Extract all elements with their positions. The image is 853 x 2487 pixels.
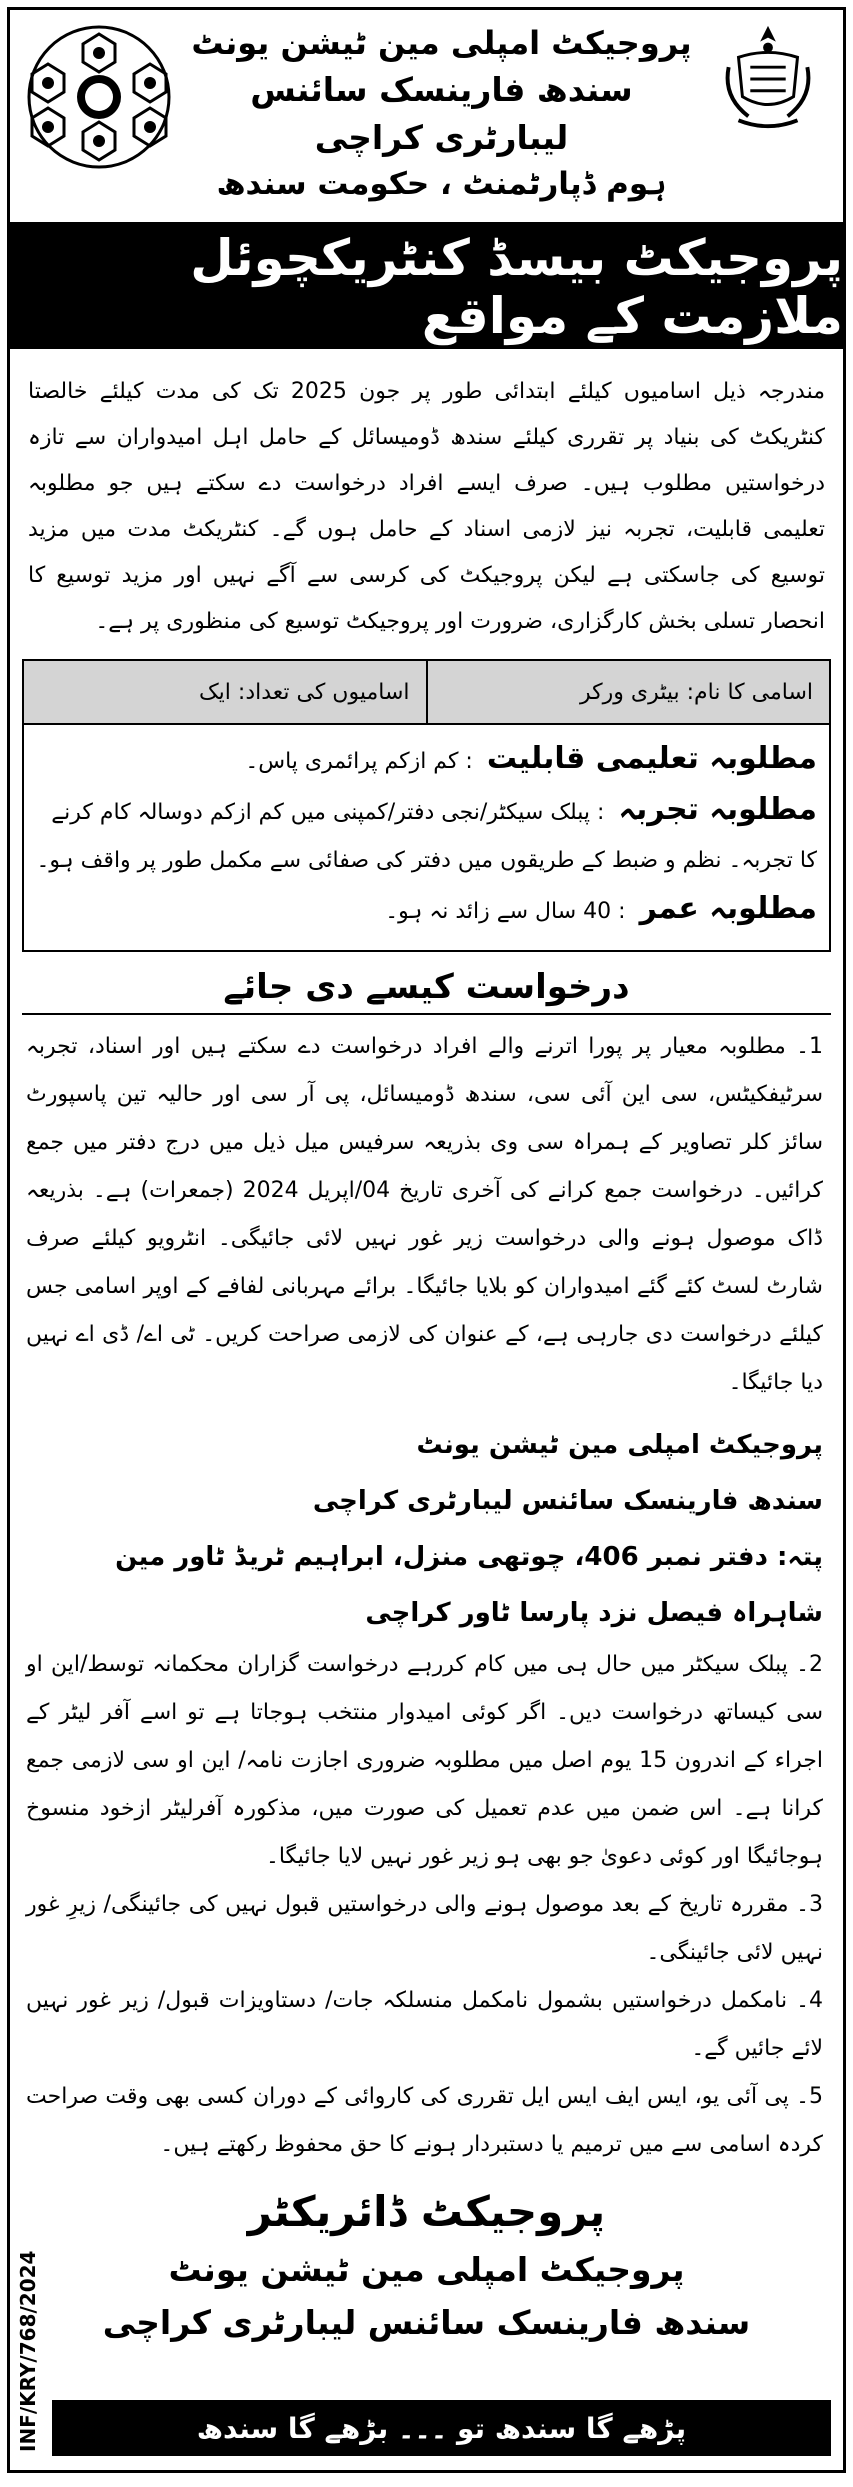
intro-paragraph: مندرجہ ذیل اسامیوں کیلئے ابتدائی طور پر جون 2025 تک کی مدت کیلئے خالصتا کنٹریکٹ کی بنیاد پر تقرری کیلئے سندھ ڈومیسائل کے حامل اہل امیدواران سے تازہ درخواستیں مطلوب ہیں۔ صرف ایسے افراد درخواست دے سکتے ہیں جو مطلوبہ تعلیمی قابلیت، تجربہ نیز لازمی اسناد کے حامل ہوں گے۔ کنٹریکٹ مدت میں مزید توسیع کی جاسکتی ہے لیکن پروجیکٹ کی کرسی سے آگے نہیں اور مزید توسیع کا انحصار تسلی بخش کارگزاری، ضرورت اور پروجیکٹ توسیع کی منظوری پر ہے۔	[28, 379, 826, 634]
signature-line-3: سندھ فارینسک سائنس لیبارٹری کراچی	[102, 2303, 751, 2342]
instruction-5: 5۔ پی آئی یو، ایس ایف ایس ایل تقرری کی کاروائی کے دوران کسی بھی وقت صراحت کردہ اسامی سے میں ترمیم یا دستبردار ہونے کا حق محفوظ رکھتے ہیں۔	[26, 2084, 823, 2157]
experience-label: مطلوبہ تجربہ	[618, 792, 817, 827]
age-value: : 40 سال سے زائد نہ ہو۔	[385, 899, 626, 924]
signature-line-2: پروجیکٹ امپلی مین ٹیشن یونٹ	[168, 2250, 685, 2289]
age-label: مطلوبہ عمر	[639, 891, 817, 926]
position-table	[22, 659, 831, 725]
header-line-2: سندھ فارینسک سائنس لیبارٹری کراچی	[250, 70, 633, 158]
instruction-2: 2۔ پبلک سیکٹر میں حال ہی میں کام کررہے درخواست گزاران محکمانہ توسط/این او سی کیساتھ درخواست دیں۔ اگر کوئی امیدوار منتخب ہوجاتا ہے تو اسے آفر لیٹر کے اجراء کے اندرون 15 یوم اصل میں مطلوبہ ضروری اجازت نامہ/ این او سی لازمی جمع کرانا ہے۔ اس ضمن میں عدم تعمیل کی صورت میں، مذکورہ آفرلیٹر ازخود منسوخ ہوجائیگا اور کوئی دعویٰ جو بھی ہو زیر غور نہیں لایا جائیگا۔	[26, 1652, 823, 1869]
office-address: پتہ: دفتر نمبر 406، چوتھی منزل، ابراہیم ٹریڈ ٹاور مین شاہراہ فیصل نزد پارسا ٹاور کراچی	[115, 1542, 823, 1628]
experience-value: : پبلک سیکٹر/نجی دفتر/کمپنی میں کم ازکم دوسالہ کام کرنے کا تجربہ۔ نظم و ضبط کے طریقوں میں دفتر کی صفائی سے مکمل طور پر واقف ہو۔	[36, 800, 817, 873]
job-opportunities-banner: پروجیکٹ بیسڈ کنٹریکچوئل ملازمت کے مواقع	[10, 224, 843, 349]
forensic-lab-logo-icon	[24, 22, 174, 172]
sindh-government-emblem-icon	[709, 18, 827, 136]
education-requirement	[36, 735, 817, 786]
signature-title: پروجیکٹ ڈائریکٹر	[247, 2187, 606, 2236]
instruction-1: 1۔ مطلوبہ معیار پر پورا اترنے والے افراد درخواست دے سکتے ہیں اور اسناد، تجربہ سرٹیفکیٹس، سی این آئی سی، سندھ ڈومیسائل، پی آر سی اور حالیہ تین پاسپورٹ سائز کلر تصاویر کے ہمراہ سی وی بذریعہ سرفیس میل ذیل میں درج دفتر میں جمع کرائیں۔ درخواست جمع کرانے کی آخری تاریخ 04/اپریل 2024 (جمعرات) ہے۔ بذریعہ ڈاک موصول ہونے والی درخواست زیر غور نہیں لائی جائیگی۔ انٹرویو کیلئے صرف شارٹ لسٹ کئے گئے امیدواران کو بلایا جائیگا۔ برائے مہربانی لفافے کے اوپر اسامی جس کیلئے درخواست دی جارہی ہے، کے عنوان کی لازمی صراحت کریں۔ ٹی اے/ ڈی اے نہیں دیا جائیگا۔	[26, 1034, 823, 1395]
office-line-2: سندھ فارینسک سائنس لیبارٹری کراچی	[312, 1486, 823, 1516]
advertisement-page	[7, 7, 846, 2473]
office-line-1: پروجیکٹ امپلی مین ٹیشن یونٹ	[416, 1430, 823, 1460]
position-count: اسامیوں کی تعداد: ایک	[198, 679, 410, 705]
experience-requirement	[36, 786, 817, 885]
instruction-3: 3۔ مقررہ تاریخ کے بعد موصول ہونے والی درخواستیں قبول نہیں کی جائینگی/ زیرِ غور نہیں لائی جائینگی۔	[26, 1892, 823, 1965]
how-to-apply-title: درخواست کیسے دی جائے	[223, 967, 630, 1007]
signature-block	[10, 2187, 843, 2342]
divider	[22, 1013, 831, 1015]
header	[10, 10, 843, 224]
header-line-3: ہوم ڈپارٹمنٹ ، حکومت سندھ	[216, 166, 667, 203]
instruction-4: 4۔ نامکمل درخواستیں بشمول نامکمل منسلکہ جات/ دستاویزات قبول/ زیر غور نہیں لائے جائیں گے۔	[26, 1988, 823, 2061]
age-requirement	[36, 885, 817, 936]
education-value: : کم ازکم پرائمری پاس۔	[245, 749, 473, 774]
position-name: اسامی کا نام: بیٹری ورکر	[426, 661, 830, 723]
header-titles	[185, 20, 698, 207]
education-label: مطلوبہ تعلیمی قابلیت	[486, 741, 817, 776]
slogan-bar: پڑھے گا سندھ تو ۔۔۔ بڑھے گا سندھ	[52, 2400, 831, 2456]
requirements-box	[22, 725, 831, 952]
header-line-1: پروجیکٹ امپلی مین ٹیشن یونٹ	[191, 24, 692, 62]
reference-number: INF/KRY/768/2024	[16, 2250, 40, 2452]
